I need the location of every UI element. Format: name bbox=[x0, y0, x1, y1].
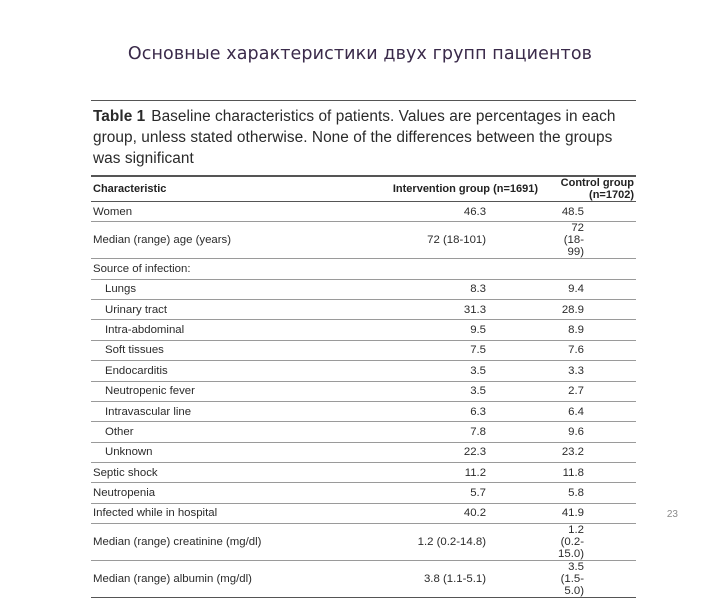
table-row bbox=[91, 259, 636, 279]
row-characteristic-cell: Intravascular line bbox=[91, 401, 321, 421]
row-characteristic-cell: Intra-abdominal bbox=[91, 320, 321, 340]
row-characteristic-cell: Women bbox=[91, 202, 321, 222]
row-intervention-cell: 22.3 bbox=[321, 442, 556, 462]
row-intervention-cell: 31.3 bbox=[321, 300, 556, 320]
table-row bbox=[91, 524, 636, 561]
baseline-table-figure bbox=[91, 100, 636, 598]
row-intervention-cell: 46.3 bbox=[321, 202, 556, 222]
row-intervention-cell: 6.3 bbox=[321, 401, 556, 421]
row-intervention-cell: 1.2 (0.2-14.8) bbox=[321, 524, 556, 561]
row-intervention-cell: 3.5 bbox=[321, 361, 556, 381]
table-row bbox=[91, 340, 636, 360]
row-control-cell: 3.5 (1.5-5.0) bbox=[556, 561, 636, 598]
table-row bbox=[91, 503, 636, 523]
header-intervention-group: Intervention group (n=1691) bbox=[321, 176, 556, 202]
row-characteristic-cell: Endocarditis bbox=[91, 361, 321, 381]
row-intervention-cell: 3.5 bbox=[321, 381, 556, 401]
table-row bbox=[91, 381, 636, 401]
row-characteristic-cell: Median (range) age (years) bbox=[91, 222, 321, 259]
row-intervention-cell: 9.5 bbox=[321, 320, 556, 340]
row-control-cell: 28.9 bbox=[556, 300, 636, 320]
row-control-cell bbox=[556, 259, 636, 279]
row-characteristic-cell: Soft tissues bbox=[91, 340, 321, 360]
row-intervention-cell: 11.2 bbox=[321, 462, 556, 482]
row-characteristic-cell: Lungs bbox=[91, 279, 321, 299]
row-intervention-cell: 72 (18-101) bbox=[321, 222, 556, 259]
row-control-cell: 6.4 bbox=[556, 401, 636, 421]
table-row bbox=[91, 401, 636, 421]
row-control-cell: 1.2 (0.2-15.0) bbox=[556, 524, 636, 561]
table-body bbox=[91, 202, 636, 598]
table-caption bbox=[91, 101, 636, 175]
row-characteristic-cell: Urinary tract bbox=[91, 300, 321, 320]
row-intervention-cell: 7.8 bbox=[321, 422, 556, 442]
slide-title: Основные характеристики двух групп пациентов bbox=[127, 44, 593, 64]
row-intervention-cell: 8.3 bbox=[321, 279, 556, 299]
table-row bbox=[91, 222, 636, 259]
row-intervention-cell: 7.5 bbox=[321, 340, 556, 360]
row-characteristic-cell: Median (range) creatinine (mg/dl) bbox=[91, 524, 321, 561]
table-header-row bbox=[91, 176, 636, 202]
table-row bbox=[91, 561, 636, 598]
row-characteristic-cell: Median (range) albumin (mg/dl) bbox=[91, 561, 321, 598]
row-intervention-cell: 40.2 bbox=[321, 503, 556, 523]
table-row bbox=[91, 279, 636, 299]
table-row bbox=[91, 462, 636, 482]
table-caption-text: Baseline characteristics of patients. Values are percentages in each group, unless stated otherwise. None of the differences between the groups was significant bbox=[93, 108, 616, 167]
row-control-cell: 9.4 bbox=[556, 279, 636, 299]
table-row bbox=[91, 483, 636, 503]
row-intervention-cell: 5.7 bbox=[321, 483, 556, 503]
table-row bbox=[91, 300, 636, 320]
row-control-cell: 9.6 bbox=[556, 422, 636, 442]
row-characteristic-cell: Neutropenic fever bbox=[91, 381, 321, 401]
row-intervention-cell bbox=[321, 259, 556, 279]
row-characteristic-cell: Infected while in hospital bbox=[91, 503, 321, 523]
page-number: 23 bbox=[666, 509, 678, 520]
header-control-group: Control group (n=1702) bbox=[556, 176, 636, 202]
baseline-characteristics-table bbox=[91, 175, 636, 598]
table-row bbox=[91, 422, 636, 442]
table-label: Table 1 bbox=[93, 108, 146, 125]
row-control-cell: 3.3 bbox=[556, 361, 636, 381]
row-characteristic-cell: Source of infection: bbox=[91, 259, 321, 279]
row-intervention-cell: 3.8 (1.1-5.1) bbox=[321, 561, 556, 598]
table-row bbox=[91, 320, 636, 340]
row-control-cell: 8.9 bbox=[556, 320, 636, 340]
row-control-cell: 72 (18-99) bbox=[556, 222, 636, 259]
row-characteristic-cell: Neutropenia bbox=[91, 483, 321, 503]
row-control-cell: 5.8 bbox=[556, 483, 636, 503]
row-characteristic-cell: Septic shock bbox=[91, 462, 321, 482]
row-control-cell: 11.8 bbox=[556, 462, 636, 482]
header-characteristic: Characteristic bbox=[91, 176, 321, 202]
row-control-cell: 48.5 bbox=[556, 202, 636, 222]
row-characteristic-cell: Unknown bbox=[91, 442, 321, 462]
row-characteristic-cell: Other bbox=[91, 422, 321, 442]
table-row bbox=[91, 361, 636, 381]
row-control-cell: 7.6 bbox=[556, 340, 636, 360]
table-row bbox=[91, 202, 636, 222]
row-control-cell: 23.2 bbox=[556, 442, 636, 462]
row-control-cell: 41.9 bbox=[556, 503, 636, 523]
table-row bbox=[91, 442, 636, 462]
row-control-cell: 2.7 bbox=[556, 381, 636, 401]
